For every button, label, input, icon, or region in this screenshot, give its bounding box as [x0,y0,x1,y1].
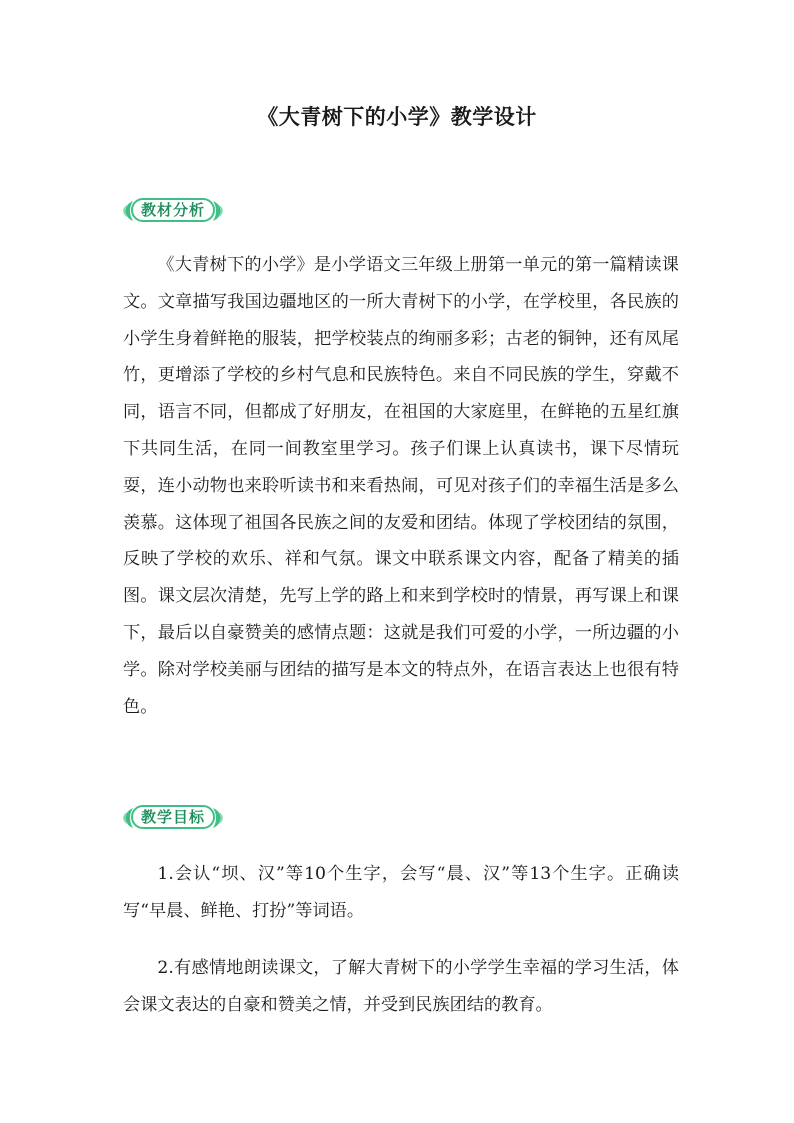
section-heading: 教材分析 [140,201,205,219]
paragraph-objective-1: 1.会认“坝、汉”等10个生字，会写“晨、汉”等13个生字。正确读写“早晨、鲜艳、打扮”等词语。 [123,864,679,921]
section-heading-badge-analysis [121,195,225,227]
paragraph-objective-2: 2.有感情地朗读课文，了解大青树下的小学学生幸福的学习生活，体会课文表达的自豪和赞美之情，并受到民族团结的教育。 [123,958,679,1015]
section-heading-badge-objectives [121,802,225,834]
leaf-right-icon [211,806,225,830]
page-title: 《大青树下的小学》教学设计 [257,105,537,129]
leaf-right-icon [211,199,225,223]
paragraph-analysis: 《大青树下的小学》是小学语文三年级上册第一单元的第一篇精读课文。文章描写我国边疆地区的一所大青树下的小学，在学校里，各民族的小学生身着鲜艳的服装，把学校装点的绚丽多彩；古老的铜钟，还有凤尾竹，更增添了学校的乡村气息和民族特色。来自不同民族的学生，穿戴不同，语言不同，但都成了好朋友，在祖国的大家庭里，在鲜艳的五星红旗下共同生活，在同一间教室里学习。孩子们课上认真读书，课下尽情玩耍，连小动物也来聆听读书和来看热闹，可见对孩子们的幸福生活是多么羡慕。这体现了祖国各民族之间的友爱和团结。体现了学校团结的氛围，反映了学校的欢乐、祥和气氛。课文中联系课文内容，配备了精美的插图。课文层次清楚，先写上学的路上和来到学校时的情景，再写课上和课下，最后以自豪赞美的感情点题：这就是我们可爱的小学，一所边疆的小学。除对学校美丽与团结的描写是本文的特点外，在语言表达上也很有特色。 [123,255,679,717]
section-heading: 教学目标 [140,808,205,826]
